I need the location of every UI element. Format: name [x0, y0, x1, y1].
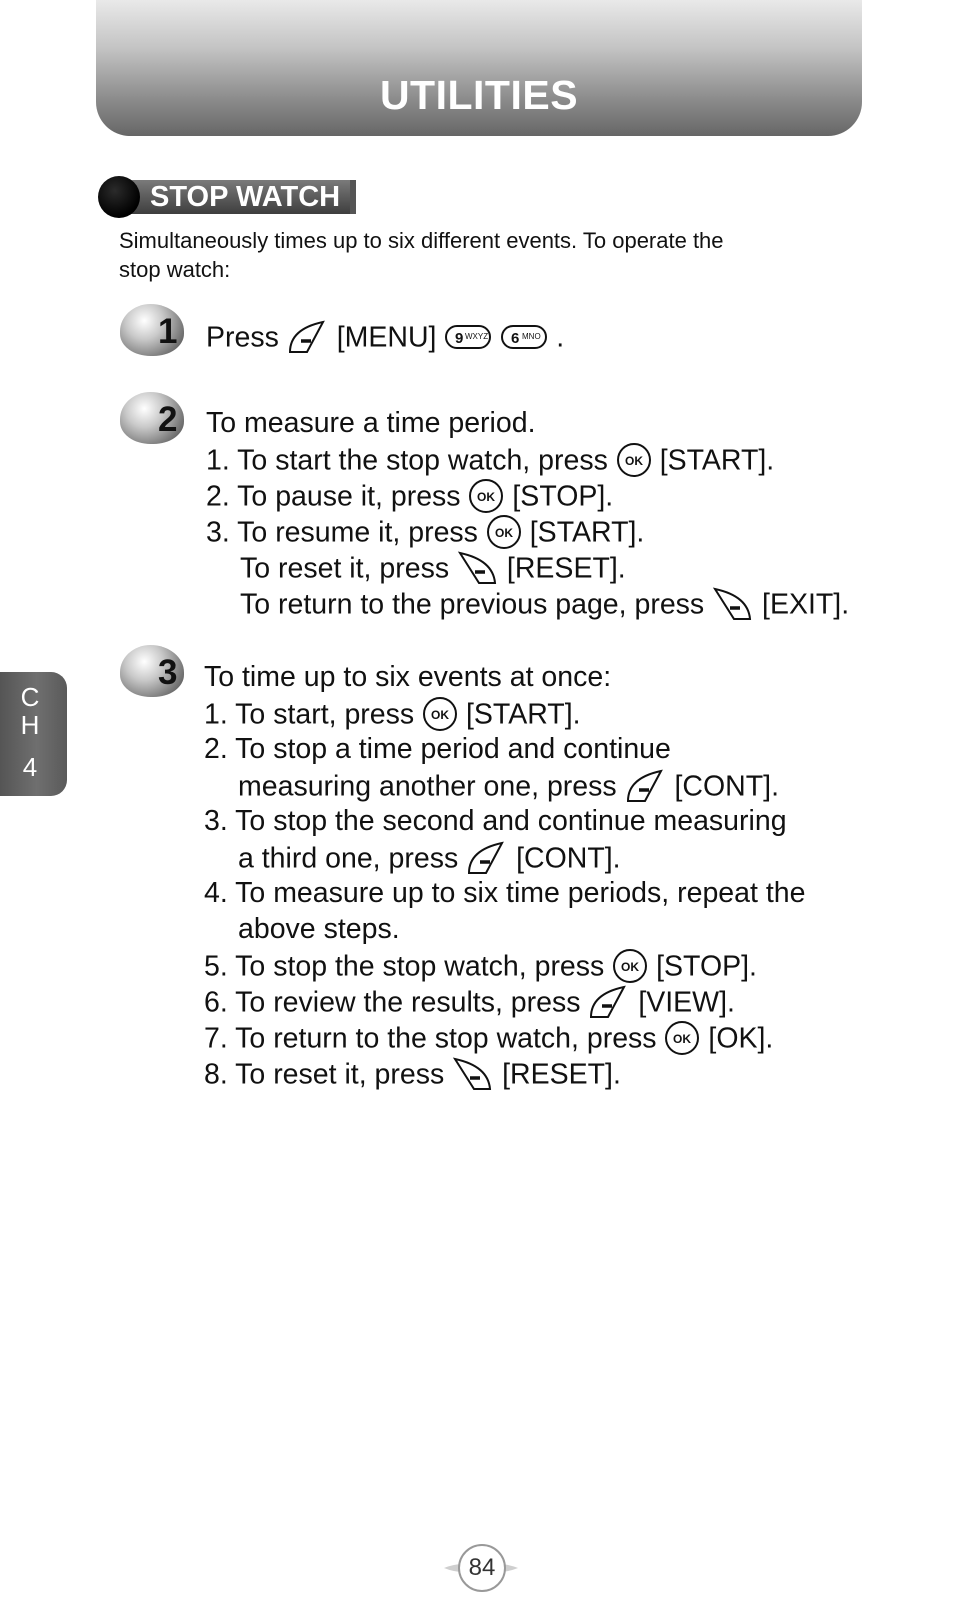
chapter-number: 4 — [22, 752, 38, 782]
ok-key-icon — [422, 696, 458, 732]
right-soft-key-icon — [712, 586, 754, 622]
page-title: UTILITIES — [379, 72, 579, 118]
key-label: [START]. — [529, 516, 645, 549]
step-text: 1. To start the stop watch, press — [206, 444, 608, 477]
step-2-heading: To measure a time period. — [206, 407, 536, 439]
step-text: To reset it, press — [240, 552, 450, 585]
step-3-badge — [120, 645, 190, 701]
step-text: To return to the previous page, press — [240, 588, 705, 621]
step-3-line: 3. To stop the second and continue measuring — [204, 805, 787, 837]
right-soft-key-icon — [452, 1056, 494, 1092]
ok-key-icon — [616, 442, 652, 478]
chapter-letter-h: H — [20, 710, 40, 740]
key-label: [RESET]. — [506, 552, 626, 585]
step-2-badge — [120, 392, 190, 448]
step-3-line — [238, 839, 621, 876]
step-3-heading: To time up to six events at once: — [204, 661, 612, 693]
step-2-line — [206, 441, 774, 478]
step-3-line — [204, 983, 735, 1020]
key-label: [CONT]. — [516, 842, 621, 875]
left-soft-key-icon — [625, 768, 667, 804]
key-label: [STOP]. — [512, 480, 614, 513]
step-3-line — [238, 767, 779, 804]
ok-key-label: OK — [477, 490, 496, 505]
step-number: 1 — [158, 312, 178, 351]
step-text: 3. To resume it, press — [206, 516, 478, 549]
key-9-digit: 9 — [455, 330, 464, 348]
step-2-line — [240, 549, 626, 586]
key-label: [STOP]. — [656, 950, 757, 983]
section-heading — [98, 176, 358, 218]
step-text: 1. To start, press — [204, 698, 415, 731]
step-3-line: 2. To stop a time period and continue — [204, 733, 671, 765]
ok-key-label: OK — [621, 960, 640, 975]
step-text: 8. To reset it, press — [204, 1058, 445, 1091]
ok-key-label: OK — [673, 1032, 692, 1047]
step-text: 2. To pause it, press — [206, 480, 461, 513]
step-2-line — [206, 513, 644, 550]
key-9-letters: WXYZ — [465, 332, 489, 342]
intro-line-2: stop watch: — [119, 257, 231, 282]
key-label: [START]. — [659, 444, 775, 477]
step-3-line — [204, 1055, 621, 1092]
chapter-letter-c: C — [20, 682, 40, 712]
intro-text — [119, 226, 819, 284]
key-label: [RESET]. — [502, 1058, 621, 1091]
step-3-line: 4. To measure up to six time periods, repeat the — [204, 877, 806, 909]
step-text: . — [556, 321, 565, 354]
ok-key-label: OK — [431, 708, 450, 723]
step-text: measuring another one, press — [238, 770, 617, 803]
step-number: 2 — [158, 400, 178, 439]
step-text: 7. To return to the stop watch, press — [204, 1022, 657, 1055]
section-title: STOP WATCH — [150, 181, 341, 213]
ok-key-label: OK — [494, 526, 513, 541]
step-3-line — [204, 1019, 773, 1056]
step-number: 3 — [158, 653, 178, 692]
step-text: Press — [206, 321, 279, 354]
step-text: 5. To stop the stop watch, press — [204, 950, 605, 983]
key-label: [OK]. — [708, 1022, 774, 1055]
step-2-line — [206, 477, 613, 514]
step-3-line — [204, 695, 581, 732]
step-text: 6. To review the results, press — [204, 986, 581, 1019]
left-soft-key-icon — [466, 840, 508, 876]
key-label: [CONT]. — [674, 770, 779, 803]
chapter-header — [96, 0, 862, 136]
step-3-line: above steps. — [238, 913, 400, 945]
page-number: 84 — [458, 1544, 506, 1592]
ok-key-icon — [612, 948, 648, 984]
key-6-icon — [500, 322, 548, 352]
left-soft-key-icon — [287, 319, 329, 355]
key-9-icon — [444, 322, 492, 352]
key-label: [VIEW]. — [638, 986, 735, 1019]
right-soft-key-icon — [457, 550, 499, 586]
step-3-line — [204, 947, 757, 984]
left-soft-key-icon — [588, 984, 630, 1020]
step-1-line — [206, 318, 564, 355]
ok-key-label: OK — [624, 454, 643, 469]
step-text: a third one, press — [238, 842, 459, 875]
ok-key-icon — [486, 514, 522, 550]
step-1-badge — [120, 304, 190, 360]
intro-line-1: Simultaneously times up to six different events. To operate the — [119, 228, 724, 253]
key-6-letters: MNO — [522, 332, 541, 342]
chapter-tab — [0, 672, 67, 796]
bullet-dot-icon — [98, 176, 140, 218]
key-label: [START]. — [466, 698, 581, 731]
step-2-line — [240, 585, 849, 622]
ok-key-icon — [664, 1020, 700, 1056]
ok-key-icon — [468, 478, 504, 514]
menu-label: [MENU] — [336, 321, 437, 354]
key-6-digit: 6 — [511, 330, 520, 348]
page-number-badge — [444, 1538, 518, 1598]
key-label: [EXIT]. — [762, 588, 850, 621]
